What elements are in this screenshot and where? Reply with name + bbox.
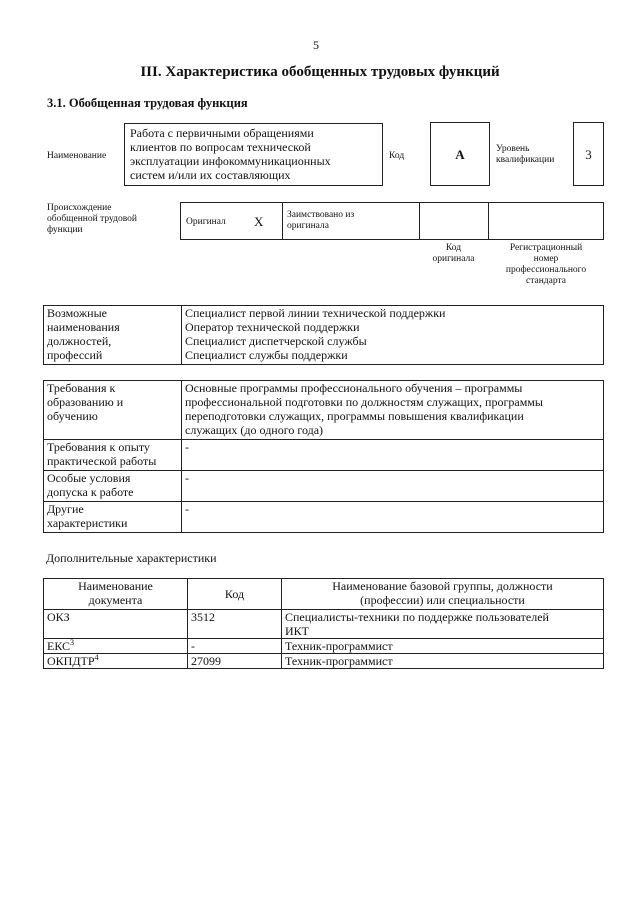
original-mark: X [254, 214, 264, 229]
footnote-mark: 4 [94, 653, 99, 662]
gtf-name-box [124, 123, 383, 186]
requirement-label: Особые условия допуска к работе [44, 471, 182, 502]
row-name: Техник-программист [282, 639, 604, 654]
positions-label: Возможные наименования должностей, профессий [44, 306, 182, 365]
origin-table [180, 202, 604, 240]
level-label: Уровень квалификации [496, 144, 555, 165]
positions-table [43, 305, 604, 365]
row-code: - [188, 639, 282, 654]
position-item: Специалист диспетчерской службы [185, 334, 367, 348]
requirement-label: Требования к образованию и обучению [44, 381, 182, 440]
requirement-value: - [182, 471, 604, 502]
position-item: Специалист службы поддержки [185, 348, 348, 362]
subsection-title: 3.1. Обобщенная трудовая функция [47, 96, 248, 110]
level-value: 3 [573, 122, 604, 186]
code-original-caption: Код оригинала [432, 243, 475, 264]
requirements-table [43, 380, 604, 533]
requirement-value: - [182, 440, 604, 471]
header-doc: Наименование документа [44, 579, 188, 610]
gtf-name-line: клиентов по вопросам технической [130, 140, 311, 154]
requirement-value: - [182, 502, 604, 533]
position-item: Специалист первой линии технической поддержки [185, 306, 446, 320]
row-name: Специалисты-техники по поддержке пользователей ИКТ [282, 610, 604, 639]
table-row [44, 654, 604, 669]
header-code: Код [188, 579, 282, 610]
positions-list [182, 306, 604, 365]
original-label: Оригинал [186, 217, 226, 227]
divider [488, 203, 489, 239]
divider [282, 203, 283, 239]
section-title: III. Характеристика обобщенных трудовых функций [140, 64, 500, 80]
page-number: 5 [313, 38, 319, 52]
borrowed-label: Заимствовано из оригинала [287, 210, 355, 231]
row-name: Техник-программист [282, 654, 604, 669]
gtf-name-line: эксплуатации инфокоммуникационных [130, 154, 331, 168]
additional-title: Дополнительные характеристики [46, 551, 217, 565]
divider [419, 203, 420, 239]
name-label: Наименование [47, 151, 107, 161]
position-item: Оператор технической поддержки [185, 320, 360, 334]
origin-label: Происхождение обобщенной трудовой функции [47, 203, 137, 235]
code-value: А [430, 122, 490, 186]
table-row [44, 639, 604, 654]
table-row [44, 610, 604, 639]
header-name: Наименование базовой группы, должности (профессии) или специальности [282, 579, 604, 610]
gtf-name-line: систем и/или их составляющих [130, 168, 291, 182]
row-doc: ОКПДТР$^4$ [44, 654, 188, 669]
requirement-value: Основные программы профессионального обучения – программы профессиональной подготовки по должностям служащих, программы переподготовки служащих, программы повышения квалификации служащих (до одного года) [182, 381, 604, 440]
row-code: 27099 [188, 654, 282, 669]
reg-number-caption: Регистрационный номер профессионального стандарта [505, 243, 587, 286]
footnote-mark: 3 [70, 638, 75, 647]
row-doc: ОКЗ [44, 610, 188, 639]
requirement-label: Другие характеристики [44, 502, 182, 533]
row-doc: ЕКС$^3$ [44, 639, 188, 654]
gtf-name-line: Работа с первичными обращениями [130, 126, 314, 140]
additional-table [43, 578, 604, 669]
code-label: Код [389, 151, 405, 161]
row-code: 3512 [188, 610, 282, 639]
requirement-label: Требования к опыту практической работы [44, 440, 182, 471]
